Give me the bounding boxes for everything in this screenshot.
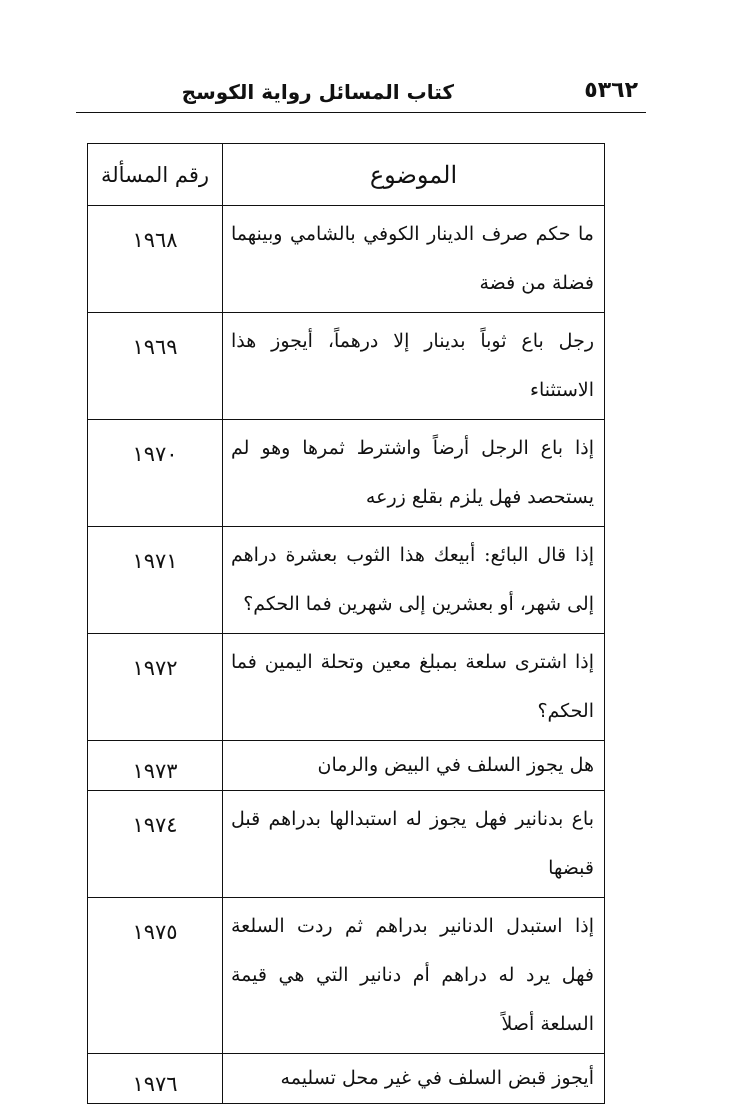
issue-number: ١٩٧٣ (88, 741, 223, 791)
issue-topic: أيجوز قبض السلف في غير محل تسليمه (223, 1054, 605, 1104)
issue-topic: ما حكم صرف الدينار الكوفي بالشامي وبينهما فضلة من فضة (223, 206, 605, 313)
issue-topic: رجل باع ثوباً بدينار إلا درهماً، أيجوز هذا الاستثناء (223, 313, 605, 420)
issue-topic: إذا قال البائع: أبيعك هذا الثوب بعشرة دراهم إلى شهر، أو بعشرين إلى شهرين فما الحكم؟ (223, 527, 605, 634)
table-header-row (88, 144, 605, 206)
issue-topic: إذا اشترى سلعة بمبلغ معين وتحلة اليمين فما الحكم؟ (223, 634, 605, 741)
table-row (88, 1054, 605, 1104)
issue-number: ١٩٧٢ (88, 634, 223, 741)
issue-topic: هل يجوز السلف في البيض والرمان (223, 741, 605, 791)
issue-number: ١٩٧٥ (88, 898, 223, 1054)
issue-topic: إذا باع الرجل أرضاً واشترط ثمرها وهو لم يستحصد فهل يلزم بقلع زرعه (223, 420, 605, 527)
table-row (88, 420, 605, 527)
issue-topic: باع بدنانير فهل يجوز له استبدالها بدراهم قبل قبضها (223, 791, 605, 898)
issue-topic: إذا استبدل الدنانير بدراهم ثم ردت السلعة فهل يرد له دراهم أم دنانير التي هي قيمة السلعة أصلاً (223, 898, 605, 1054)
header-rule (76, 112, 646, 113)
table-row (88, 313, 605, 420)
issue-number: ١٩٦٨ (88, 206, 223, 313)
table-row (88, 741, 605, 791)
table-row (88, 791, 605, 898)
issue-number: ١٩٧٠ (88, 420, 223, 527)
issue-number: ١٩٧١ (88, 527, 223, 634)
table-row (88, 634, 605, 741)
issues-table (87, 143, 605, 1104)
book-title: كتاب المسائل رواية الكوسج (181, 80, 454, 104)
table-row (88, 206, 605, 313)
topic-column-header: الموضوع (223, 144, 605, 206)
issue-number: ١٩٧٦ (88, 1054, 223, 1104)
issue-number: ١٩٦٩ (88, 313, 223, 420)
table-row (88, 527, 605, 634)
page-number: ٥٣٦٢ (584, 78, 638, 103)
issue-number: ١٩٧٤ (88, 791, 223, 898)
table-row (88, 898, 605, 1054)
number-column-header: رقم المسألة (88, 144, 223, 206)
page-header (76, 78, 646, 112)
